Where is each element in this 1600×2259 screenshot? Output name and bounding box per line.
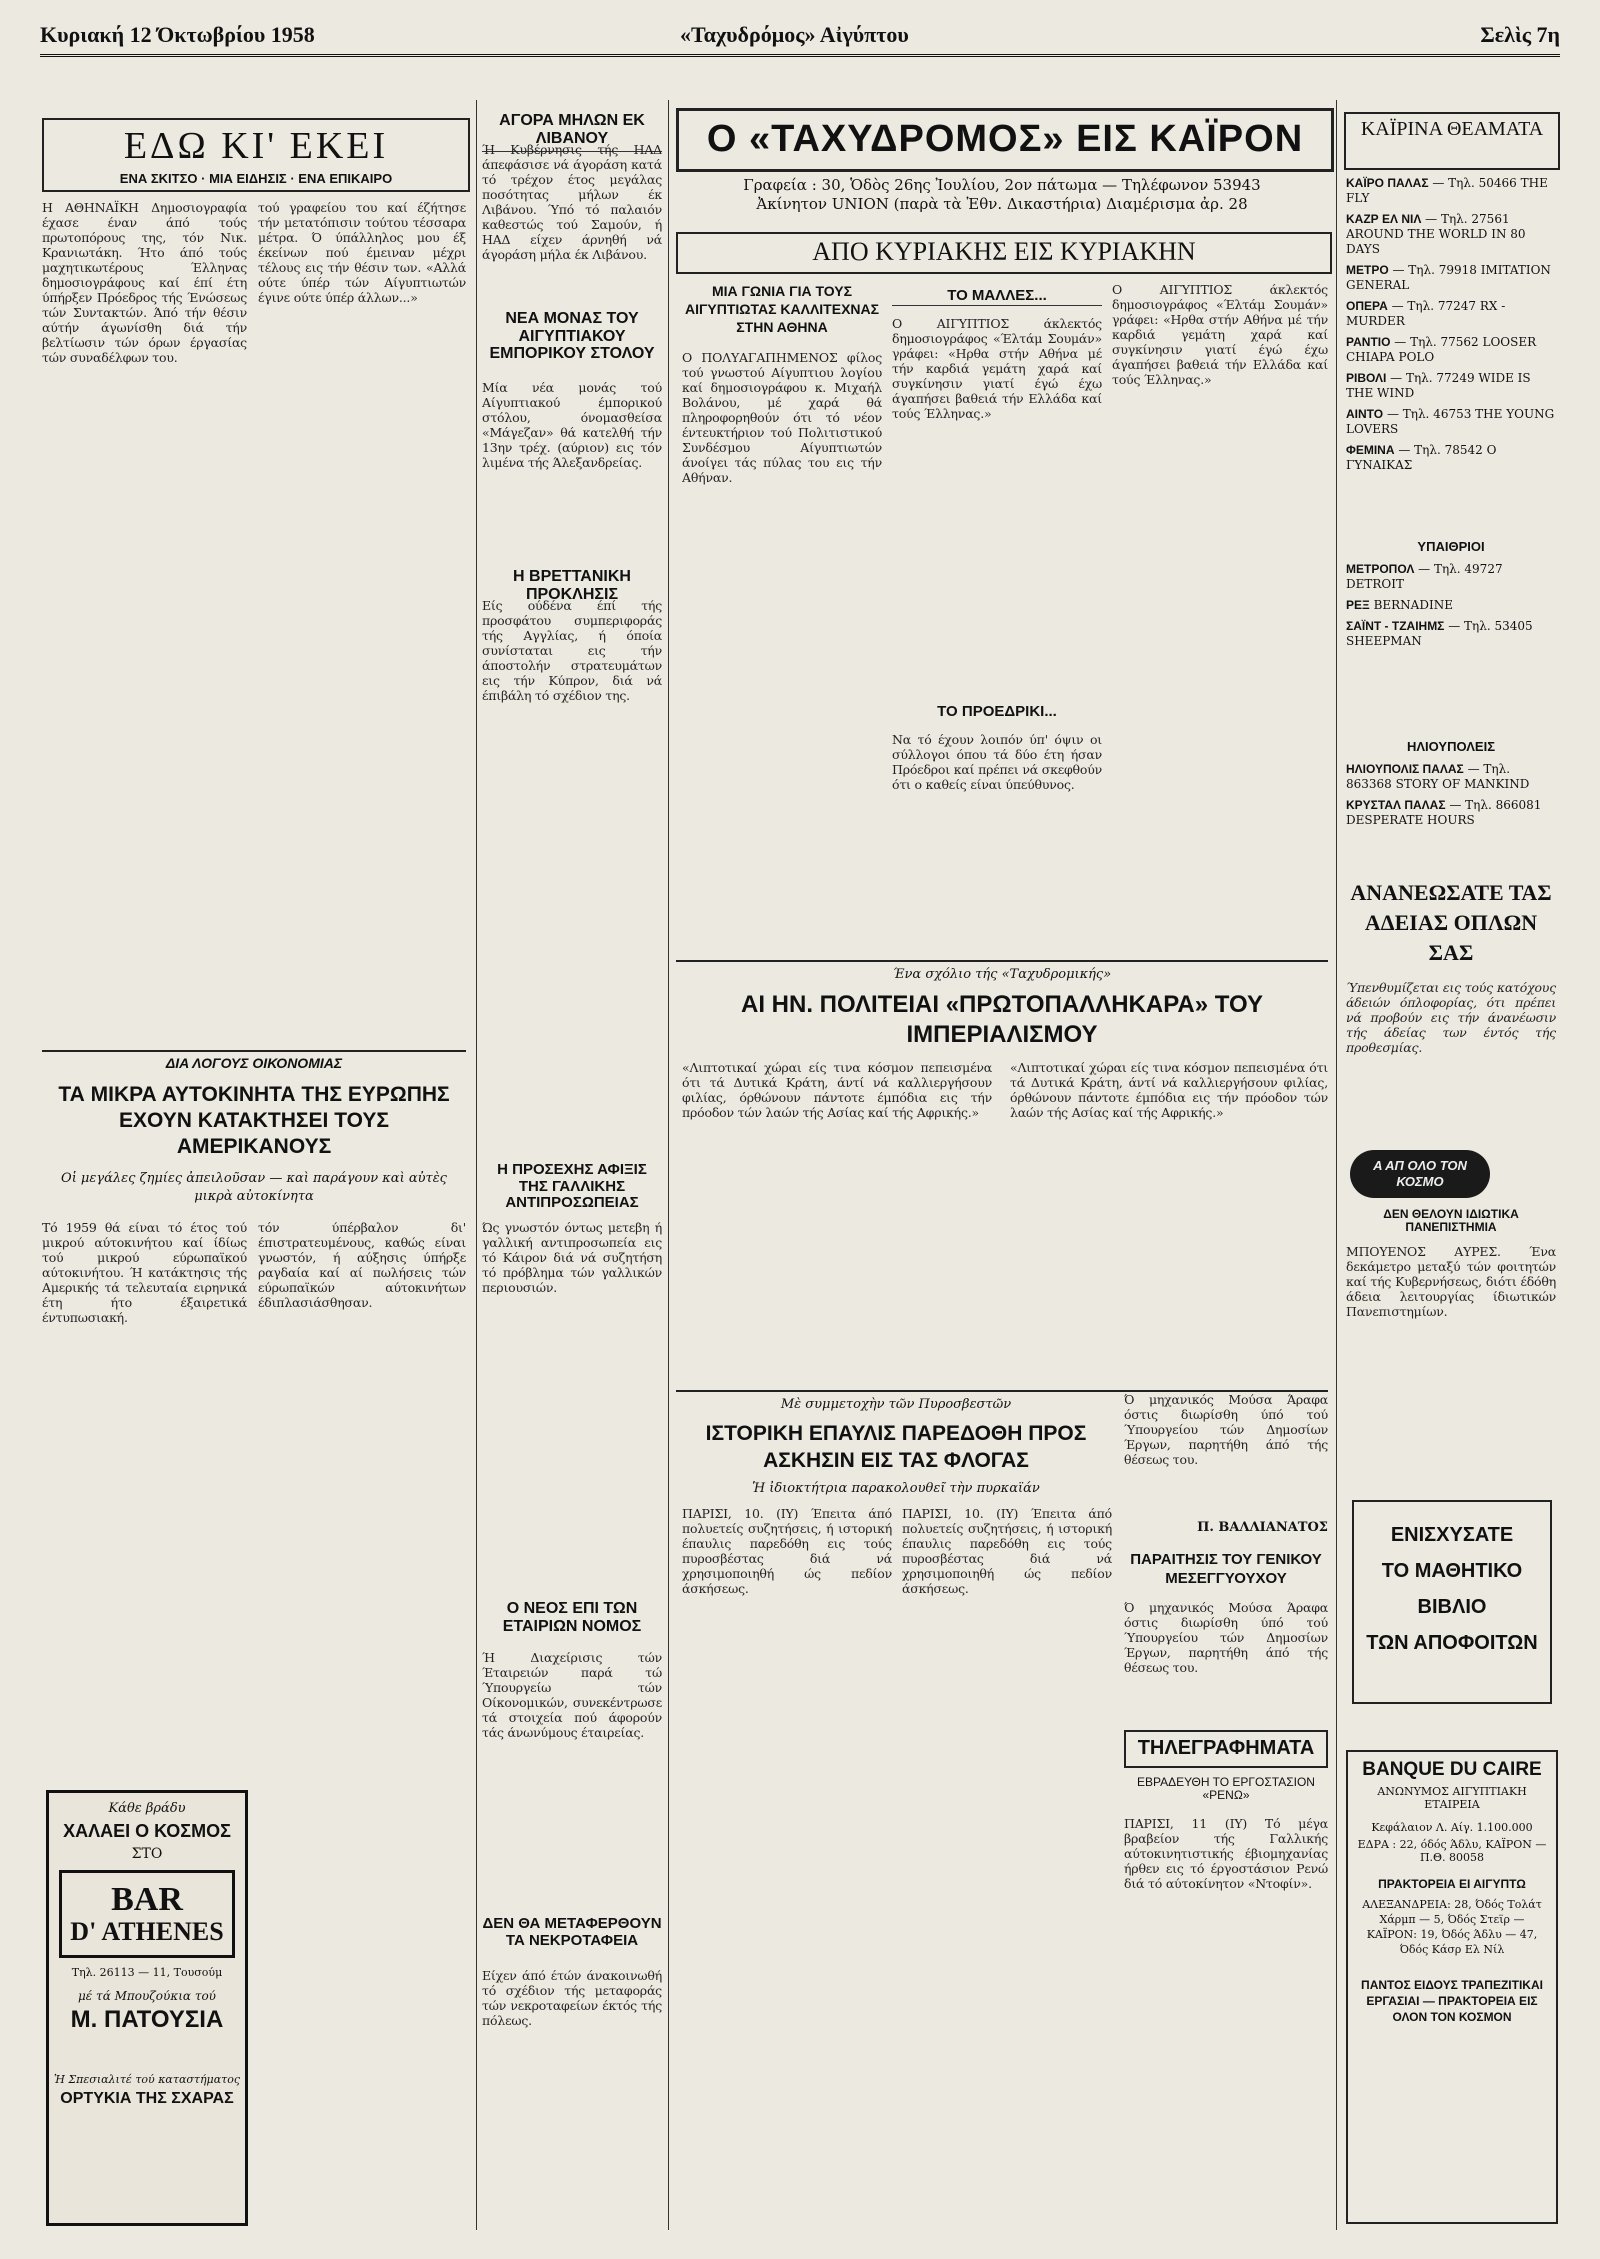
cinema-listing (1346, 371, 1556, 401)
weekly-banner: ΑΠΟ ΚΥΡΙΑΚΗΣ ΕΙΣ ΚΥΡΙΑΚΗΝ (812, 237, 1196, 266)
weekly-banner-box (676, 232, 1332, 274)
cinema-film: DESPERATE HOURS (1346, 813, 1475, 827)
cinema-name: ΟΠΕΡΑ (1346, 299, 1388, 313)
office-info-line1: Γραφεία : 30, Ὁδὸς 26ης Ἰουλίου, 2ον πάτωμα — Τηλέφωνον 53943 (743, 176, 1261, 194)
column-divider (1336, 100, 1337, 2230)
masthead-page: Σελὶς 7η (1480, 22, 1560, 47)
politeia-text-left: «Λιπτοτικαί χώραι είς τινα κόσμον πεπεισμένα ότι τά Δυτικά Κράτη, άντί νά καλλιεργήσουν φιλίας, όρθώνουν πάντοτε έμπόδια εις τήν πρόοδον τών λαών τής Ασίας καί τής Αφρικής.» (682, 1060, 992, 1120)
bar-foot: Ἡ Σπεσιαλιτέ τού καταστήματος (53, 2073, 241, 2087)
texnites-title: ΜΙΑ ΓΩΝΙΑ ΓΙΑ ΤΟΥΣ ΑΙΓΥΠΤΙΩΤΑΣ ΚΑΛΛΙΤΕΧΝΑΣ ΣΤΗΝ ΑΘΗΝΑ (684, 283, 880, 335)
cinema-film: SHEEPMAN (1346, 634, 1422, 648)
cinema-film: BERNADINE (1373, 598, 1453, 612)
prosexis-title: Η ΠΡΟΣΕΧΗΣ ΑΦΙΞΙΣ ΤΗΣ ΓΑΛΛΙΚΗΣ ΑΝΤΙΠΡΟΣΩΠΕΙΑΣ (497, 1162, 647, 1211)
malles-title: ΤΟ ΜΑΛΛΕΣ... (892, 288, 1102, 306)
open-air-cinema-list (1346, 562, 1556, 732)
cinema-tel: — Τηλ. 77249 (1386, 371, 1479, 385)
politeia-kicker: Ένα σχόλιο τής «Ταχυδρομικής» (892, 967, 1112, 982)
cinema-film: STORY OF MANKIND (1395, 777, 1530, 791)
bar-name-box (59, 1870, 235, 1958)
cinema-listing (1346, 443, 1556, 473)
banque-branches: ΑΛΕΞΑΝΔΡΕΙΑ: 28, Όδός Τολάτ Χάρμπ — 5, Όδός Στεϊρ — ΚΑΪΡΟΝ: 19, Όδός Άδλυ — 47, Όδός Κάσρ Ελ Νίλ (1362, 1898, 1542, 1957)
cinema-name: ΚΑΪΡΟ ΠΑΛΑΣ (1346, 176, 1429, 190)
cinema-film: THE FLY (1346, 176, 1548, 205)
politeia-text-right: «Λιπτοτικαί χώραι είς τινα κόσμον πεπεισμένα ότι τά Δυτικά Κράτη, άντί νά καλλιεργήσουν φιλίας, όρθώνουν πάντοτε έμπόδια εις τήν πρόοδον τών λαών τής Ασίας καί τής Αφρικής.» (1010, 1060, 1328, 1120)
prosexis-text: Ώς γνωστόν όντως μετεβη ή γαλλική αντιπροσωπεία εις τό Κάιρον διά νά συζητήση τό πρόβλημα τών γαλλικών περιουσιών. (482, 1220, 662, 1295)
rule (42, 1050, 466, 1052)
adeia-text: Ύπενθυμίζεται εις τούς κατόχους άδειών όπλοφορίας, ότι πρέπει νά προβούν εις τήν άνανέωσιν τής άδείας των έντός τής προθεσμίας. (1346, 980, 1556, 1055)
kosmo-text: ΜΠΟΥΕΝΟΣ ΑΥΡΕΣ. Ένα δεκάμετρο μεταξύ τών φοιτητών καί τής Κυβερνήσεως, διότι έδόθη άδεια λειτουργίας ίδιωτικών Πανεπιστημίων. (1346, 1244, 1556, 1319)
ikonomia-col1: Τό 1959 θά είναι τό έτος τού μικρού αύτοκινήτου καί ίδίως τού μικρού εύρωπαϊκού αύτοκινήτου. Ή κατάκτησις τής Αμερικής τά τελευταία ειρηνικά έτη ήτο έξαιρετικά έντυπωσιακή. (42, 1220, 247, 1325)
banque-sub: ΑΝΩΝΥΜΟΣ ΑΙΓΥΠΤΙΑΚΗ ΕΤΑΙΡΕΙΑ (1377, 1784, 1527, 1811)
cinema-name: ΡΙΒΟΛΙ (1346, 371, 1387, 385)
tilegrafimata-box (1124, 1730, 1328, 1768)
cinema-tel: — Τηλ. 77247 (1387, 299, 1480, 313)
ikonomia-sub: Οἱ μεγάλες ζημίες ἀπειλοῦσαν — καὶ παράγουν καὶ αὐτὲς μικρὰ αὐτοκίνητα (61, 1171, 447, 1204)
section-subtitle: ΕΝΑ ΣΚΙΤΣΟ · ΜΙΑ ΕΙΔΗΣΙΣ · ΕΝΑ ΕΠΙΚΑΙΡΟ (119, 170, 393, 186)
cinema-tel: — Τηλ. 866081 (1445, 798, 1542, 812)
cinema-tel: — Τηλ. 50466 (1428, 176, 1521, 190)
nekrotafeia-text: Είχεν άπό έτών άνακοινωθή τό σχέδιον τής μεταφοράς τών νεκροταφείων έκτός τής πόλεως. (482, 1968, 662, 2028)
ikonomia-title: ΤΑ ΜΙΚΡΑ ΑΥΤΟΚΙΝΗΤΑ ΤΗΣ ΕΥΡΩΠΗΣ ΕΧΟΥΝ ΚΑΤΑΚΤΗΣΕΙ ΤΟΥΣ ΑΜΕΡΙΚΑΝΟΥΣ (58, 1083, 450, 1158)
theamata-title: ΚΑΪΡΙΝΑ ΘΕΑΜΑΤΑ (1360, 118, 1544, 140)
paraitisis-text: Ό μηχανικός Μούσα Άραφα όστις διωρίσθη ύπό τού Ύπουργείου τών Δημοσίων Έργων, παρητήθη άπό τής θέσεως του. (1124, 1600, 1328, 1675)
bar-dathenes-ad (46, 1790, 248, 2226)
proedrik-text: Να τό έχουν λοιπόν ύπ' όψιν οι σύλλογοι όπου τά δύο έτη ήσαν Πρόεδροι καί πρέπει νά σκεφθούν ότι ο καθείς είναι ύπεύθυνος. (892, 732, 1102, 792)
bar-special: ΟΡΤΥΚΙΑ ΤΗΣ ΣΧΑΡΑΣ (60, 2090, 234, 2108)
mathitiko-line4: ΤΩΝ ΑΠΟΦΟΙΤΩΝ (1366, 1632, 1538, 1654)
bar-address: Τηλ. 26113 — 11, Τουσούμ (71, 1965, 223, 1979)
cinema-listing (1346, 407, 1556, 437)
office-info (676, 176, 1328, 214)
cinema-tel: — Τηλ. 863368 (1346, 762, 1511, 791)
cinema-listing (1346, 562, 1556, 592)
cinema-listing (1346, 619, 1556, 649)
masthead-name: «Ταχυδρόμος» Αἰγύπτου (680, 22, 909, 47)
cinema-name: ΦΕΜΙΝΑ (1346, 443, 1395, 457)
office-info-line2: Ἀκίνητον UNION (παρὰ τὰ Ἐθν. Δικαστήρια) Διαμέρισμα ἀρ. 28 (756, 195, 1248, 213)
cinema-tel: — Τηλ. 46753 (1383, 407, 1476, 421)
neos-nomos-text: Ή Διαχείρισις τών Έταιρειών παρά τώ Ύπουργείω τών Οίκονομικών, συνεκέντρωσε τά στοιχεία πού άφορούν τάς άνωνύμους έταιρείας. (482, 1650, 662, 1740)
ypaithria-title: ΥΠΑΙΘΡΙΟΙ (1417, 540, 1485, 554)
mathitiko-line3: ΒΙΒΛΙΟ (1417, 1596, 1487, 1618)
edo-ki-ekei-header (42, 118, 470, 192)
cinema-tel: — Τηλ. 77562 (1390, 335, 1483, 349)
cinema-film: LOOSER CHIAPA POLO (1346, 335, 1537, 364)
paraitisis-signature: Π. ΒΑΛΛΙΑΝΑΤΟΣ (1197, 1520, 1328, 1535)
tilegrafimata-sub: ΕΒΡΑΔΕΥΘΗ ΤΟ ΕΡΓΟΣΤΑΣΙΟΝ «ΡΕΝΩ» (1137, 1776, 1315, 1803)
bar-artist: Μ. ΠΑΤΟΥΣΙΑ (70, 2005, 224, 2033)
banque-du-caire-ad (1346, 1750, 1558, 2224)
bretannia-text: Είς ούδένα έπί τής προσφάτου συμπεριφοράς τής Αγγλίας, ή όποία συνίσταται εις τήν άποστολήν στρατευμάτων εις τήν Κύπρον, διά νά έπιβάλη τό σχέδιον της. (482, 598, 662, 703)
malles-continued-text: Ο ΑΙΓΥΠΤΙΟΣ άκλεκτός δημοσιογράφος «Έλτάμ Σουμάν» γράφει: «Ηρθα στήν Αθήνα μέ τήν καρδιά γεμάτη χαρά καί συγκίνησιν γιατί έγώ έχω άγαπήσει βαθειά τήν Ελλάδα καί τούς Έλληνας.» (1112, 282, 1328, 387)
cinema-film: AROUND THE WORLD IN 80 DAYS (1346, 227, 1526, 256)
ikonomia-kicker: ΔΙΑ ΛΟΓΟΥΣ ΟΙΚΟΝΟΜΙΑΣ (165, 1056, 343, 1071)
banque-branches-title: ΠΡΑΚΤΟΡΕΙΑ ΕΙ ΑΙΓΥΠΤΩ (1378, 1876, 1526, 1891)
ikonomia-col2: τόν ύπέρβαλον δι' έπιστρατευμένους, καθώς είναι γνωστόν, ή αύξησις ύπήρξε ραγδαία καί αί πωλήσεις τών εύρωπαϊκών αύτοκινήτων έδιπλασιάσθησαν. (258, 1220, 466, 1310)
column-divider (668, 100, 669, 2230)
edo-ki-ekei-right-text: τού γραφείου του καί έζήτησε τήν μετατόπισιν τούτου τέσσαρα μέτρα. Ό ύπάλληλος μου έξ έκείνων πού έμειναν μέχρι τέλους εις τήν θέσιν των. «Αλλά ούτε ύπέρ τών Αίγυπτιωτών έγινε ούτε ύπέρ άλλων...» (258, 200, 466, 305)
cinema-tel: — Τηλ. 49727 (1414, 562, 1503, 576)
iliopolis-title: ΗΛΙΟΥΠΟΛΕΙΣ (1407, 740, 1495, 754)
rule (676, 960, 1328, 962)
bar-with: μέ τά Μπουζούκια τού (78, 1988, 216, 2003)
nekrotafeia-title: ΔΕΝ ΘΑ ΜΕΤΑΦΕΡΘΟΥΝ ΤΑ ΝΕΚΡΟΤΑΦΕΙΑ (482, 1916, 662, 1949)
edo-ki-ekei-left-text: Η ΑΘΗΝΑΪΚΗ Δημοσιογραφία έχασε έναν άπό τούς πρωτοπόρους της, τόν Νικ. Κρανιωτάκη. Ήτο άπό τούς μαχητικωτέρους Έλληνας δημοσιογράφους καί έπί έτη ύπήρξεν Πρόεδρος τής Ένώσεως τών Συντακτών. Άπό τήν θέσιν αύτήν άγωνίσθη διά τήν βελτίωσιν τών όρων έργασίας τών συναδέλφων του. (42, 200, 247, 365)
bar-name1: BAR (111, 1880, 183, 1918)
cinema-tel: — Τηλ. 79918 (1388, 263, 1481, 277)
neos-nomos-title: Ο ΝΕΟΣ ΕΠΙ ΤΩΝ ΕΤΑΙΡΙΩΝ ΝΟΜΟΣ (502, 1600, 642, 1635)
malles-text: Ο ΑΙΓΥΠΤΙΟΣ άκλεκτός δημοσιογράφος «Έλτάμ Σουμάν» γράφει: «Ηρθα στήν Αθήνα μέ τήν καρδιά γεμάτη χαρά καί συγκίνησιν γιατί έγώ έχω άγαπήσει βαθειά τήν Ελλάδα καί τούς Έλληνας.» (892, 316, 1102, 421)
cinema-listing (1346, 335, 1556, 365)
ad-line2: ΣΤΟ (131, 1845, 163, 1862)
cinema-listing (1346, 263, 1556, 293)
mathitiko-line2: ΤΟ ΜΑΘΗΤΙΚΟ (1381, 1560, 1523, 1582)
theamata-box (1344, 112, 1560, 170)
fotia-text-left: ΠΑΡΙΣΙ, 10. (ΙΥ) Έπειτα άπό πολυετείς συζητήσεις, ή ιστορική έπαυλις παρεδόθη εις τούς πυροσβέστας διά νά χρησιμοποιηθή ώς πεδίον άσκήσεως. (682, 1506, 892, 1596)
texnites-text: Ο ΠΟΛΥΑΓΑΠΗΜΕΝΟΣ φίλος τού γνωστού Αίγυπτιου λογίου καί δημοσιογράφου κ. Μιχαήλ Βολάνου, μέ χαρά θά πληροφορηθούν ότι τό νέον έντευκτήριον τού Πολιτιστικού Συνδέσμου Αίγυπτιωτών άνοίγει τάς πύλας του εις τήν Αθήναν. (682, 350, 882, 485)
proedrik-title: ΤΟ ΠΡΟΕΔΡΙΚΙ... (937, 704, 1057, 720)
cinema-listing (1346, 212, 1556, 257)
banque-hq: ΕΔΡΑ : 22, όδός Άδλυ, ΚΑΪΡΟΝ — Π.Θ. 80058 (1357, 1837, 1547, 1864)
banque-foot: ΠΑΝΤΟΣ ΕΙΔΟΥΣ ΤΡΑΠΕΖΙΤΙΚΑΙ ΕΡΓΑΣΙΑΙ — ΠΡΑΚΤΟΡΕΙΑ ΕΙΣ ΟΛΟΝ ΤΟΝ ΚΟΣΜΟΝ (1361, 1978, 1543, 2025)
agora-title: ΑΓΟΡΑ ΜΗΛΩΝ ΕΚ ΛΙΒΑΝΟΥ (482, 112, 662, 152)
fotia-sub: Ἡ ἰδιοκτήτρια παρακολουθεῖ τὴν πυρκαϊάν (752, 1481, 1040, 1496)
kosmo-badge: Α ΑΠ ΟΛΟ ΤΟΝ ΚΟΣΜΟ (1350, 1150, 1490, 1198)
cinema-name: ΡΑΝΤΙΟ (1346, 335, 1391, 349)
cinema-film: RX - MURDER (1346, 299, 1506, 328)
cinema-name: ΜΕΤΡΟΠΟΛ (1346, 562, 1415, 576)
heliopolis-cinema-list (1346, 762, 1556, 872)
fotia-kicker: Μὲ συμμετοχὴν τῶν Πυροσβεστῶν (780, 1397, 1012, 1412)
paraitisis-lead: Ό μηχανικός Μούσα Άραφα όστις διωρίσθη ύπό τού Ύπουργείου τών Δημοσίων Έργων, παρητήθη άπό τής θέσεως του. (1124, 1392, 1328, 1467)
cinema-listing (1346, 176, 1556, 206)
banque-capital: Κεφάλαιον Λ. Αίγ. 1.100.000 (1371, 1820, 1533, 1834)
cinema-name: ΚΡΥΣΤΑΛ ΠΑΛΑΣ (1346, 798, 1446, 812)
cinema-film: WIDE IS THE WIND (1346, 371, 1531, 400)
cinema-film: DETROIT (1346, 577, 1405, 591)
cinema-film: Ο ΓΥΝΑΙΚΑΣ (1346, 443, 1497, 472)
fotia-title: ΙΣΤΟΡΙΚΗ ΕΠΑΥΛΙΣ ΠΑΡΕΔΟΘΗ ΠΡΟΣ ΑΣΚΗΣΙΝ ΕΙΣ ΤΑΣ ΦΛΟΓΑΣ (705, 1422, 1087, 1472)
cinema-tel: — Τηλ. 27561 (1421, 212, 1510, 226)
mathitiko-line1: ΕΝΙΣΧΥΣΑΤΕ (1390, 1524, 1514, 1546)
fotia-text-right: ΠΑΡΙΣΙ, 10. (ΙΥ) Έπειτα άπό πολυετείς συζητήσεις, ή ιστορική έπαυλις παρεδόθη εις τούς πυροσβέστας διά νά χρησιμοποιηθή ώς πεδίον άσκήσεως. (902, 1506, 1112, 1596)
bar-name2: D' ATHENES (70, 1917, 224, 1947)
cinema-list (1346, 176, 1556, 536)
cinema-film: IMITATION GENERAL (1346, 263, 1551, 292)
cinema-film: THE YOUNG LOVERS (1346, 407, 1555, 436)
column-divider (476, 100, 477, 2230)
ad-line1: ΧΑΛΑΕΙ Ο ΚΟΣΜΟΣ (63, 1821, 231, 1841)
nea-monas-title: ΝΕΑ ΜΟΝΑΣ ΤΟΥ ΑΙΓΥΠΤΙΑΚΟΥ ΕΜΠΟΡΙΚΟΥ ΣΤΟΛΟΥ (489, 310, 655, 363)
nea-monas-text: Μία νέα μονάς τού Αίγυπτιακού έμπορικού στόλου, όνομασθείσα «Μάγεζαν» θά κατελθή τήν 13ην τρέχ. (αύριον) εις τόν λιμένα τής Άλεξανδρείας. (482, 380, 662, 470)
section-title: ΕΔΩ ΚΙ' ΕΚΕΙ (123, 125, 389, 167)
cinema-tel: — Τηλ. 53405 (1444, 619, 1533, 633)
cinema-name: ΗΛΙΟΥΠΟΛΙΣ ΠΑΛΑΣ (1346, 762, 1464, 776)
politeia-title: ΑΙ ΗΝ. ΠΟΛΙΤΕΙΑΙ «ΠΡΩΤΟΠΑΛΛΗΚΑΡΑ» ΤΟΥ ΙΜΠΕΡΙΑΛΙΣΜΟΥ (740, 991, 1263, 1048)
cinema-name: ΡΕΞ (1346, 598, 1370, 612)
cinema-name: ΜΕΤΡΟ (1346, 263, 1389, 277)
mathitiko-ad (1352, 1500, 1552, 1704)
ad-top: Κάθε βράδυ (108, 1801, 186, 1816)
cinema-listing (1346, 598, 1556, 613)
agora-text: Ή Κυβέρνησις τής ΗΑΔ άπεφάσισε νά άγοράση κατά τό τρέχον έτος μεγάλας ποσότητας μήλων έκ Λιβάνου. Ύπό τό παλαιόν καθεστώς τού Σαμούν, ή ΗΑΔ είχεν άρνηθή νά άγοράση μήλα έκ Λιβάνου. (482, 142, 662, 262)
main-banner-box (676, 108, 1334, 172)
masthead-date: Κυριακή 12 Όκτωβρίου 1958 (40, 22, 315, 47)
cinema-name: ΚΑΖΡ ΕΛ ΝΙΛ (1346, 212, 1422, 226)
cinema-listing (1346, 762, 1556, 792)
kosmo-title: ΔΕΝ ΘΕΛΟΥΝ ΙΔΙΩΤΙΚΑ ΠΑΝΕΠΙΣΤΗΜΙΑ (1383, 1208, 1519, 1235)
tilegrafimata-text: ΠΑΡΙΣΙ, 11 (ΙΥ) Τό μέγα βραβείον τής Γαλλικής αύτοκινητιστικής έβιομηχανίας ήρθεν εις τό έργοστάσιον Ρενώ διά τό αύτοκίνητον «Ντοφίν». (1124, 1816, 1328, 1891)
banque-title: BANQUE DU CAIRE (1362, 1759, 1542, 1780)
cinema-listing (1346, 299, 1556, 329)
cinema-name: ΣΑΪΝΤ - ΤΖΑΙΗΜΣ (1346, 619, 1445, 633)
adeia-title: ΑΝΑΝΕΩΣΑΤΕ ΤΑΣ ΑΔΕΙΑΣ ΟΠΛΩΝ ΣΑΣ (1350, 880, 1552, 965)
bretannia-title: Η ΒΡΕΤΤΑΝΙΚΗ ΠΡΟΚΛΗΣΙΣ (513, 568, 631, 603)
paraitisis-title: ΠΑΡΑΙΤΗΣΙΣ ΤΟΥ ΓΕΝΙΚΟΥ ΜΕΣΕΓΓΥΟΥΧΟΥ (1130, 1551, 1322, 1587)
main-banner: Ο «ΤΑΧΥΔΡΟΜΟΣ» ΕΙΣ ΚΑΪΡΟΝ (706, 118, 1304, 160)
masthead (40, 14, 1560, 57)
cinema-listing (1346, 798, 1556, 828)
cinema-name: ΑΙΝΤΟ (1346, 407, 1384, 421)
cinema-tel: — Τηλ. 78542 (1394, 443, 1487, 457)
tilegrafimata-title: ΤΗΛΕΓΡΑΦΗΜΑΤΑ (1137, 1737, 1315, 1759)
